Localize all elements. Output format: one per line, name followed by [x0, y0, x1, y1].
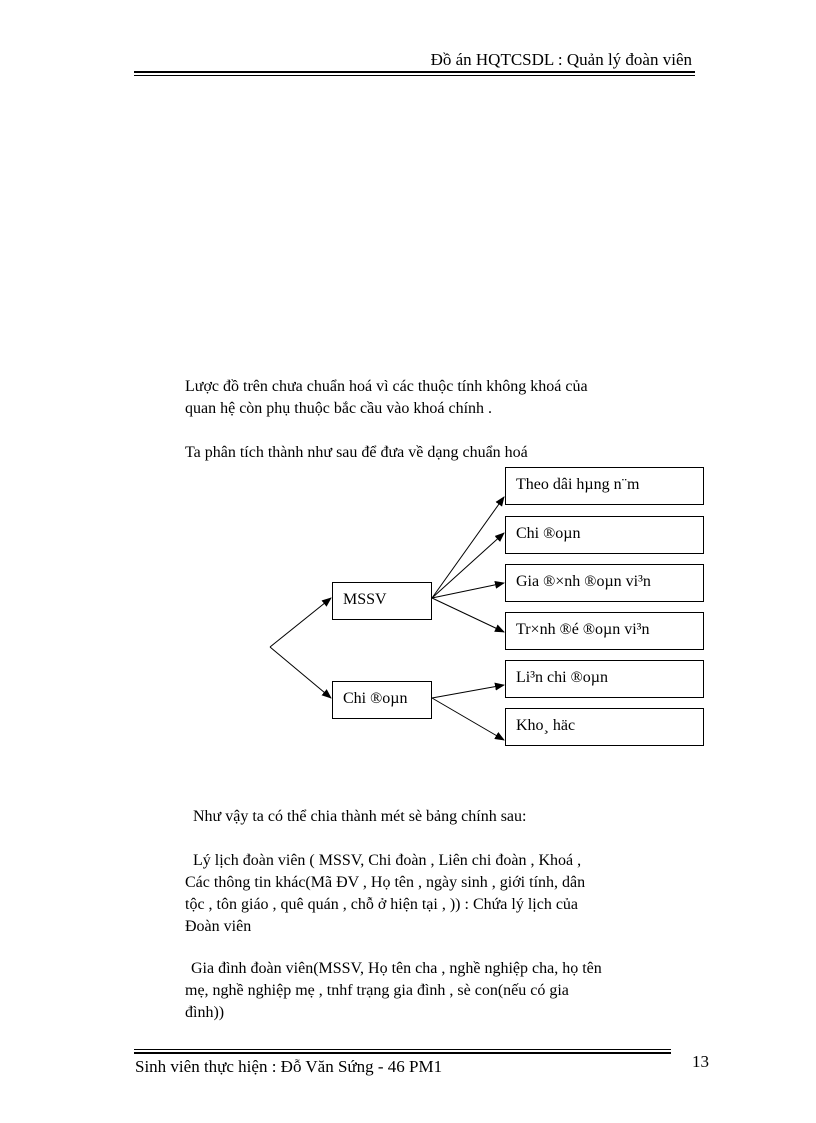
paragraph-line: tộc , tôn giáo , quê quán , chỗ ở hiện tại , )) : Chứa lý lịch của — [185, 896, 579, 913]
box-mssv: MSSV — [332, 582, 432, 620]
arrow-mssv-to-chidoan — [432, 533, 504, 598]
paragraph-line: Đoàn viên — [185, 918, 252, 935]
paragraph-line: quan hệ còn phụ thuộc bắc cầu vào khoá chính . — [185, 400, 493, 417]
arrow-chidoan-to-khoahoc — [432, 698, 504, 740]
page-header-title: Đồ án HQTCSDL : Quản lý đoàn viên — [430, 50, 692, 69]
box-chi-doan: Chi ®oµn — [505, 516, 704, 554]
paragraph-analysis-intro: Ta phân tích thành như sau để đưa về dạng chuẩn hoá — [185, 444, 528, 461]
arrow-root-to-mssv — [270, 598, 331, 647]
footer-author: Sinh viên thực hiện : Đỗ Văn Sứng - 46 PM1 — [135, 1057, 443, 1076]
arrow-mssv-to-giadinh — [432, 583, 504, 598]
arrow-mssv-to-theodoi — [432, 497, 504, 598]
paragraph-gia-dinh-table — [185, 958, 602, 1024]
box-lien-chi-doan: Li³n chi ®oµn — [505, 660, 704, 698]
paragraph-line: Các thông tin khác(Mã ĐV , Họ tên , ngày sinh , giới tính, dân — [185, 874, 586, 891]
box-chi-doan-key: Chi ®oµn — [332, 681, 432, 719]
box-trinh-do-doan-vien: Tr×nh ®é ®oµn vi³n — [505, 612, 704, 650]
paragraph-line: đình)) — [185, 1004, 225, 1021]
page-number: 13 — [692, 1052, 709, 1071]
box-theo-doi-hang-nam: Theo dâi hµng n¨m — [505, 467, 704, 505]
box-gia-dinh-doan-vien: Gia ®×nh ®oµn vi³n — [505, 564, 704, 602]
paragraph-line: Lược đồ trên chưa chuẩn hoá vì các thuộc tính không khoá của — [185, 378, 588, 395]
paragraph-ly-lich-table — [185, 850, 585, 938]
paragraph-table-split-intro: Như vậy ta có thể chia thành mét sè bảng chính sau: — [193, 808, 527, 825]
footer-rule-thick — [134, 1052, 671, 1054]
box-khoa-hoc: Kho¸ häc — [505, 708, 704, 746]
arrow-mssv-to-trinhdo — [432, 598, 504, 632]
arrow-chidoan-to-lienchidoan — [432, 685, 504, 698]
paragraph-line: mẹ, nghề nghiệp mẹ , tnhf trạng gia đình , sè con(nếu có gia — [185, 982, 569, 999]
arrow-root-to-chidoan — [270, 647, 331, 698]
footer-rule-thin — [134, 1049, 671, 1050]
paragraph-line: Lý lịch đoàn viên ( MSSV, Chi đoàn , Liên chi đoàn , Khoá , — [193, 852, 582, 869]
paragraph-line: Gia đình đoàn viên(MSSV, Họ tên cha , nghề nghiệp cha, họ tên — [191, 960, 602, 977]
